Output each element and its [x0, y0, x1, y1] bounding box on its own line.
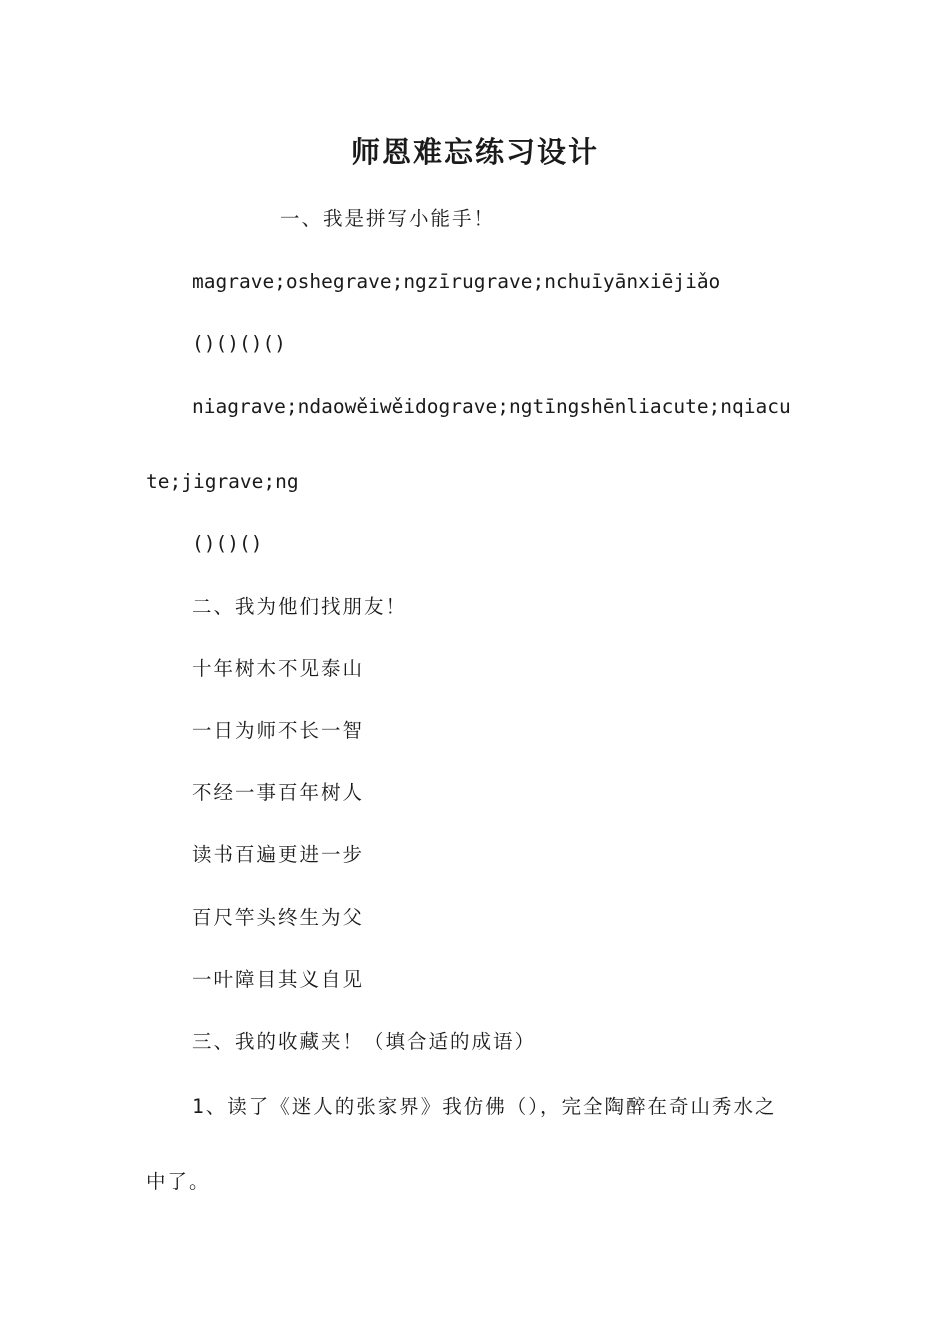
question-1-continued: 中了。: [146, 1170, 211, 1193]
match-item: 不经一事百年树人: [192, 781, 365, 804]
pinyin-line-1: magrave;oshegrave;ngzīrugrave;nchuīyānxiējiǎo: [192, 270, 721, 293]
section1-heading: 一、我是拼写小能手！: [280, 207, 496, 230]
answer-blanks-2: ()()(): [192, 532, 263, 555]
pinyin-line-2: niagrave;ndaowěiwěidograve;ngtīngshēnliacute;nqiacu: [192, 395, 791, 418]
answer-blanks-1: ()()()(): [192, 332, 286, 355]
pinyin-line-2-continued: te;jigrave;ng: [146, 470, 299, 493]
section3-heading: 三、我的收藏夹！（填合适的成语）: [192, 1030, 537, 1053]
document-title: 师恩难忘练习设计: [350, 135, 599, 169]
match-item: 读书百遍更进一步: [192, 843, 365, 866]
match-item: 百尺竿头终生为父: [192, 906, 365, 929]
question-1: 1、读了《迷人的张家界》我仿佛（），完全陶醉在奇山秀水之: [192, 1095, 777, 1118]
match-item: 一叶障目其义自见: [192, 968, 365, 991]
section2-heading: 二、我为他们找朋友！: [192, 595, 408, 618]
match-item: 十年树木不见泰山: [192, 657, 365, 680]
match-item: 一日为师不长一智: [192, 719, 365, 742]
